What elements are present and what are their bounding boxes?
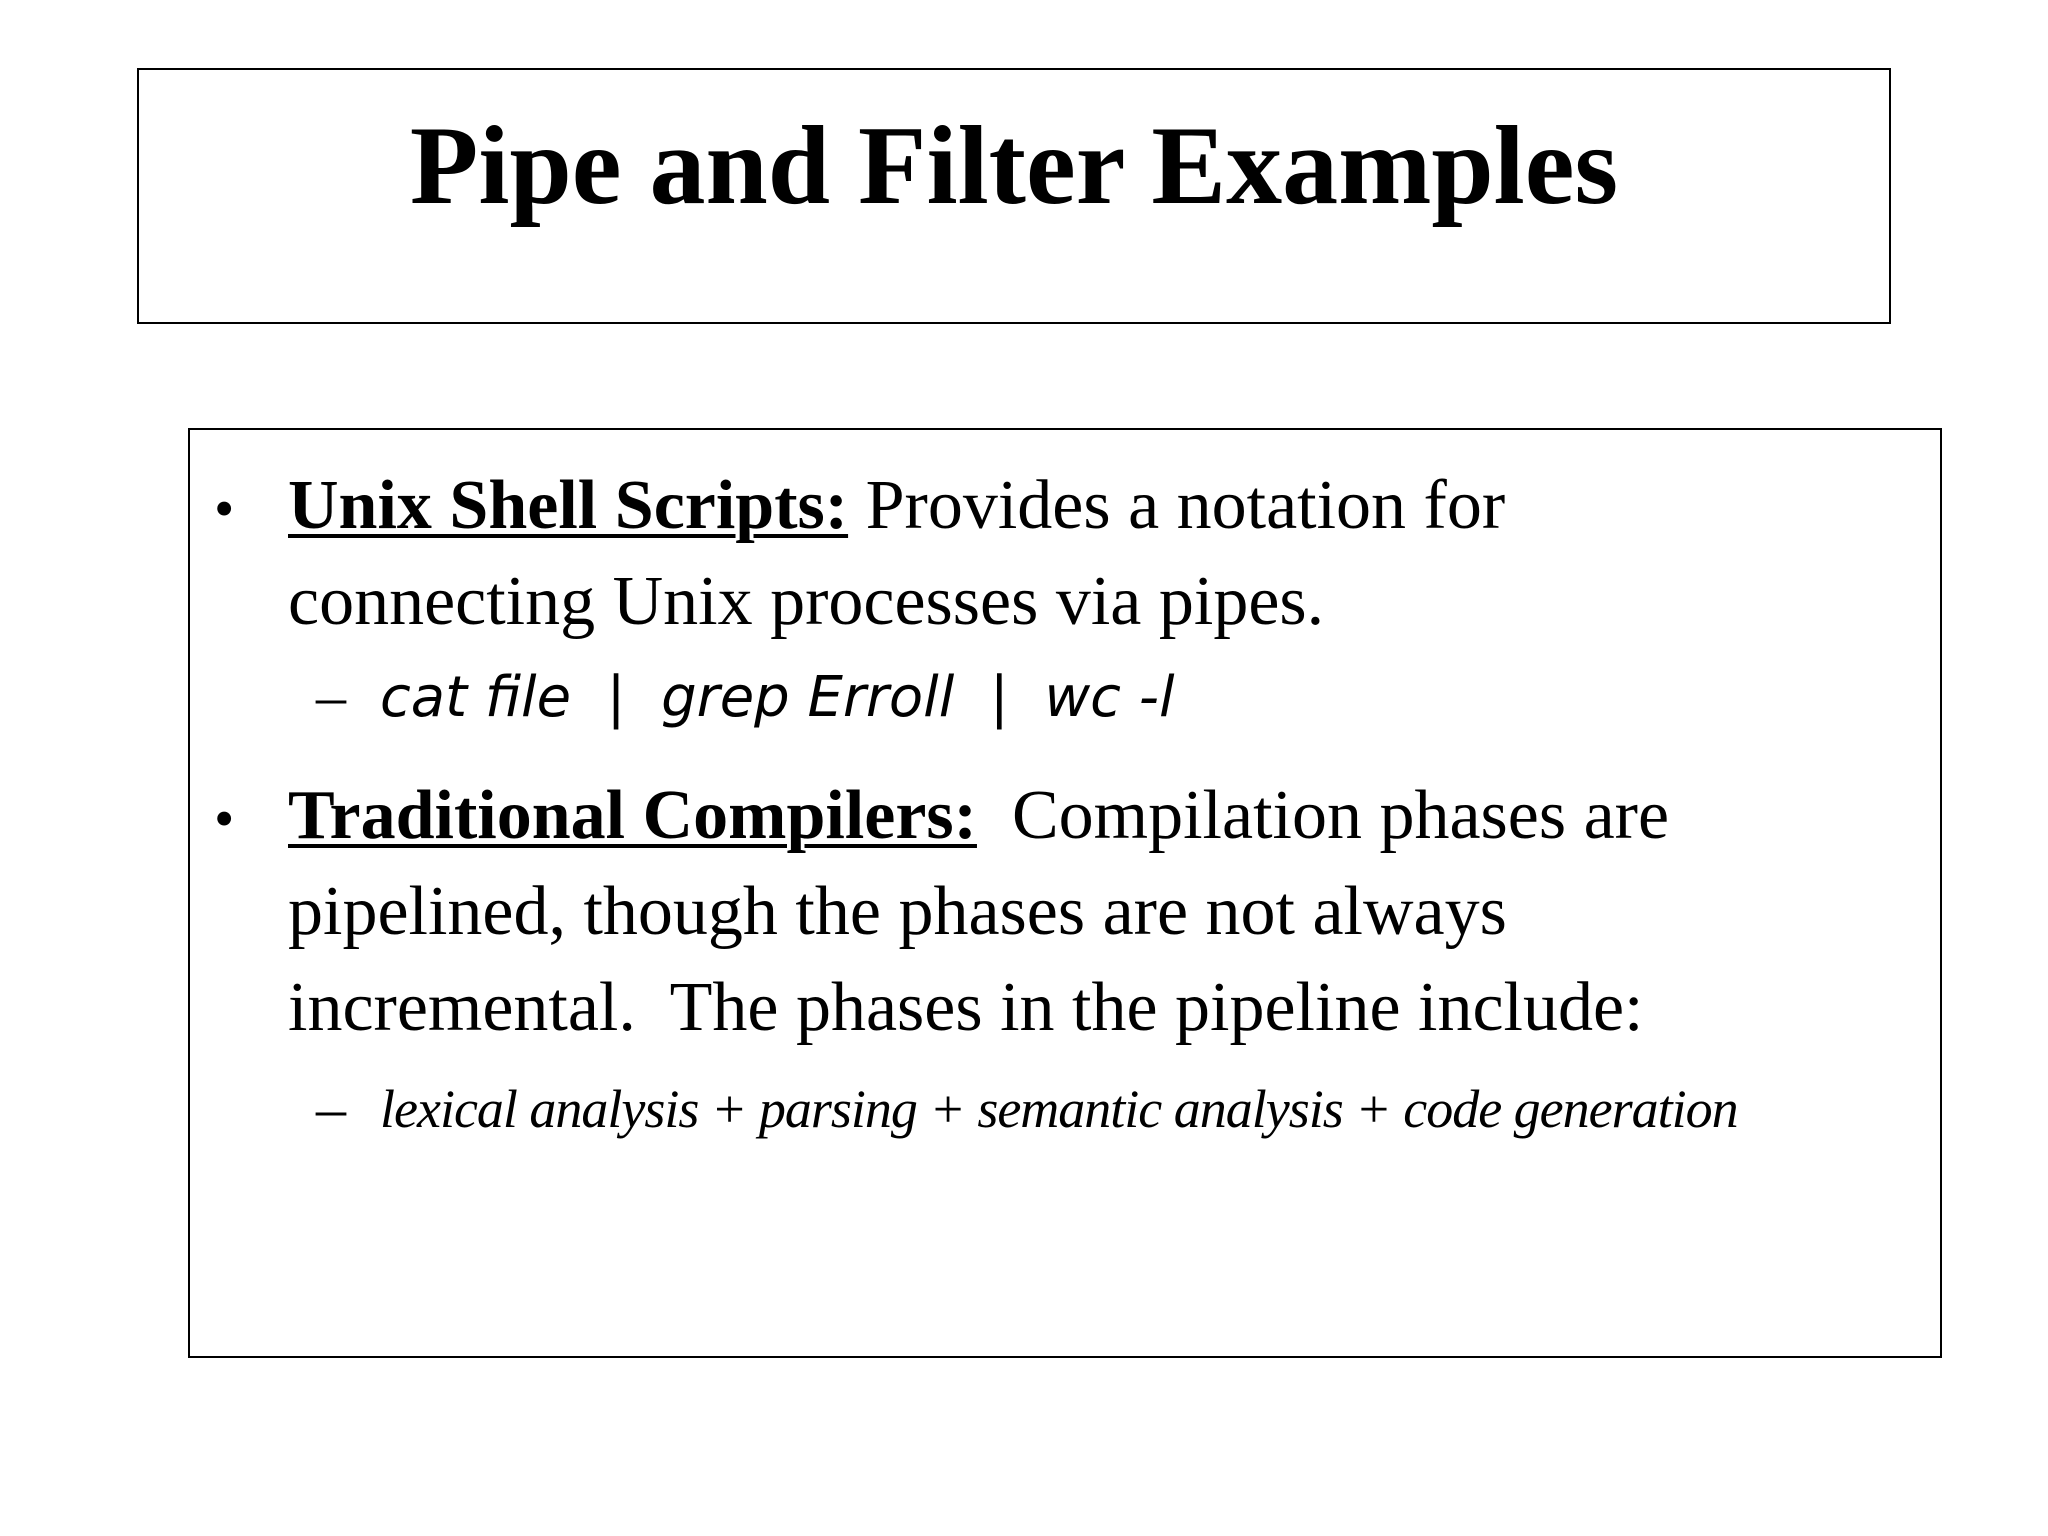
bullet-line <box>288 768 1908 864</box>
dash-icon: – <box>316 1075 346 1141</box>
bullet-line: connecting Unix processes via pipes. <box>288 563 1325 640</box>
compiler-phases-text: lexical analysis + parsing + semantic analysis + code generation <box>380 1079 1738 1139</box>
title-box <box>137 68 1891 324</box>
bullet-line: incremental. The phases in the pipeline include: <box>288 969 1644 1046</box>
bullet-line <box>288 458 1908 554</box>
bullet-line: pipelined, though the phases are not always <box>288 873 1507 950</box>
content-box <box>188 428 1942 1358</box>
shell-command-text: cat file | grep Erroll | wc -l <box>380 665 1175 730</box>
bullet-heading: Unix Shell Scripts: <box>288 467 849 544</box>
bullet-heading: Traditional Compilers: <box>288 777 977 854</box>
bullet-icon: • <box>214 786 235 851</box>
bullet-icon: • <box>214 476 235 541</box>
slide-title: Pipe and Filter Examples <box>409 104 1619 228</box>
bullet-body: Compilation phases are <box>976 777 1670 854</box>
dash-icon: – <box>316 663 346 729</box>
bullet-text <box>288 768 1908 1056</box>
bullet-text <box>288 458 1908 650</box>
bullet-body: Provides a notation for <box>848 467 1506 544</box>
